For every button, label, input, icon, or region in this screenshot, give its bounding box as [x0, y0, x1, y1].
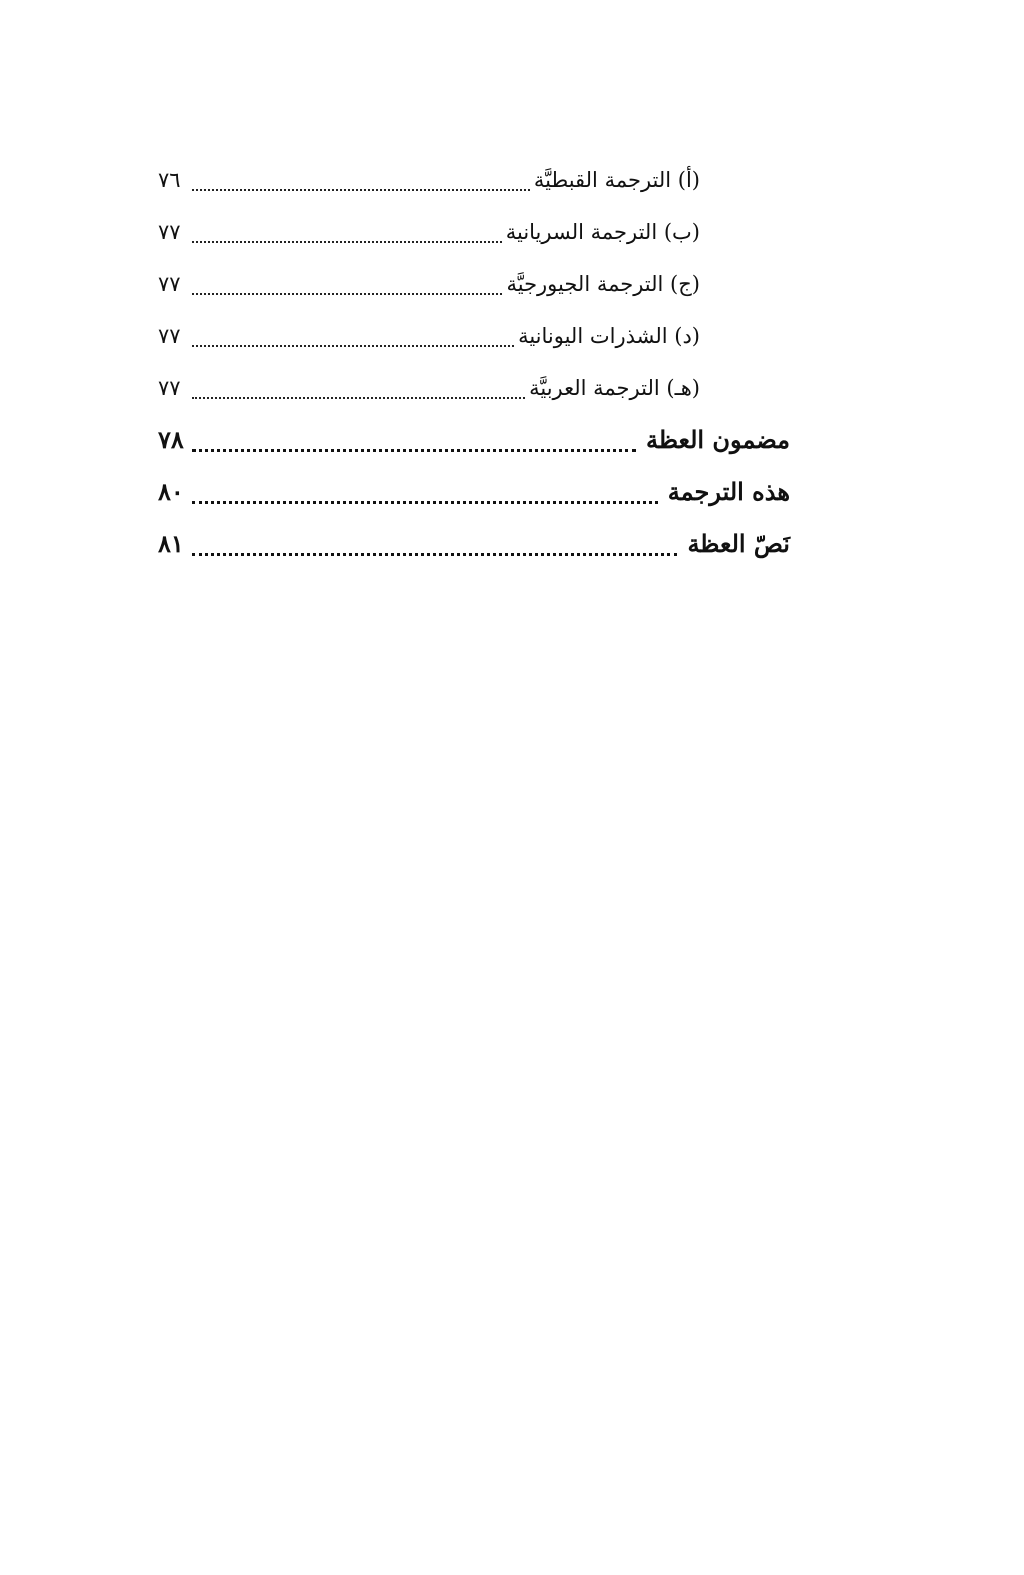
- toc-entry-page-number: ٨٠: [158, 477, 184, 506]
- toc-entry-page-number: ٨١: [158, 529, 184, 558]
- dot-leader: [192, 189, 530, 191]
- toc-entry-title: (أ) الترجمة القبطيَّة: [533, 168, 700, 192]
- toc-entry-title: (د) الشذرات اليونانية: [518, 324, 700, 348]
- toc-entry-title: (ب) الترجمة السريانية: [505, 220, 700, 244]
- toc-entry-title: (ج) الترجمة الجيورجيَّة: [506, 272, 700, 296]
- toc-entry-title: مضمون العظة: [645, 425, 790, 454]
- dot-leader: [192, 293, 502, 295]
- table-of-contents: [158, 154, 790, 570]
- toc-entry-this-translation[interactable]: [158, 466, 790, 518]
- dot-leader: [192, 553, 677, 556]
- dot-leader: [192, 241, 502, 243]
- toc-entry-title: نَصّ العظة: [687, 529, 790, 558]
- toc-entry-arabic-translation[interactable]: [158, 362, 700, 414]
- toc-entry-title: (هـ) الترجمة العربيَّة: [529, 376, 700, 400]
- toc-entry-page-number: ٧٦: [158, 168, 181, 192]
- toc-entry-page-number: ٧٨: [158, 425, 184, 454]
- toc-entry-page-number: ٧٧: [158, 220, 181, 244]
- toc-entry-syriac-translation[interactable]: [158, 206, 700, 258]
- toc-entry-page-number: ٧٧: [158, 376, 181, 400]
- dot-leader: [192, 397, 525, 399]
- toc-entry-page-number: ٧٧: [158, 324, 181, 348]
- toc-entry-homily-text[interactable]: [158, 518, 790, 570]
- toc-entry-greek-fragments[interactable]: [158, 310, 700, 362]
- toc-entry-homily-content[interactable]: [158, 414, 790, 466]
- dot-leader: [192, 501, 658, 504]
- dot-leader: [192, 345, 514, 347]
- dot-leader: [192, 449, 636, 452]
- toc-entry-title: هذه الترجمة: [667, 477, 790, 506]
- toc-entry-coptic-translation[interactable]: [158, 154, 700, 206]
- toc-entry-georgian-translation[interactable]: [158, 258, 700, 310]
- toc-entry-page-number: ٧٧: [158, 272, 181, 296]
